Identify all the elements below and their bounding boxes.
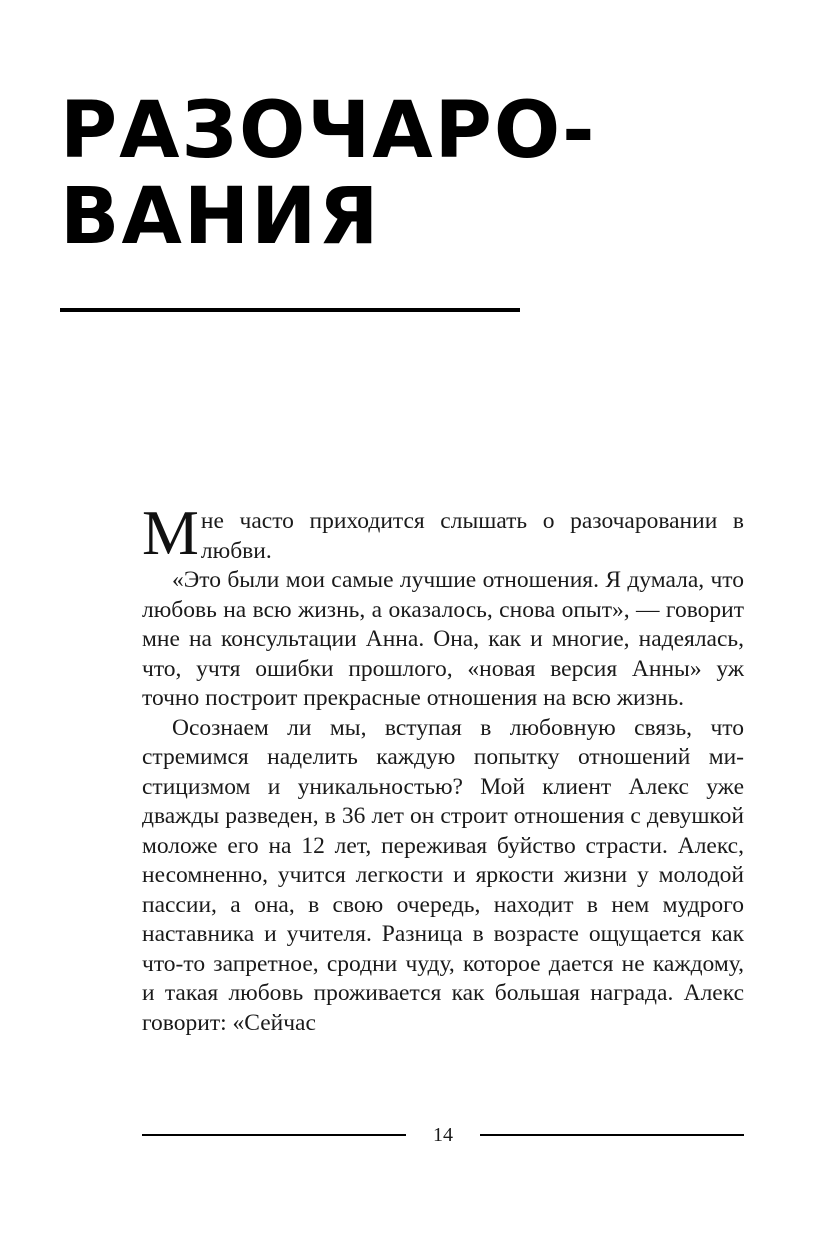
- body-text: [142, 497, 744, 1038]
- paragraph-1-text: не часто приходится слышать о разочаровании в любви.: [200, 508, 744, 564]
- footer-rule-left: [142, 1134, 406, 1136]
- chapter-title-line-1: РАЗОЧАРО-: [60, 86, 597, 176]
- paragraph-1: [142, 497, 744, 568]
- footer-rule-right: [480, 1134, 744, 1136]
- chapter-title-line-2: ВАНИЯ: [60, 172, 381, 262]
- drop-cap: М: [142, 497, 199, 568]
- page-number: 14: [433, 1124, 453, 1146]
- page-footer: [142, 1122, 744, 1148]
- title-underline-rule: [60, 308, 520, 312]
- paragraph-2: «Это были мои самые лучшие отношения. Я думала, что любовь на всю жизнь, а оказалось, снова опыт», — говорит мне на консультации Анна. Она, как и многие, надеялась, что, учтя ошибки прошлого, «новая версия Анны» уж точно построит прекрасные отношения на всю жизнь.: [142, 567, 744, 711]
- paragraph-3: Осознаем ли мы, вступая в любовную связь, что стремимся наделить каждую попытку отношений мистицизмом и уникальностью? Мой клиент Алекс уже дважды разведен, в 36 лет он строит отношения с девушкой моложе его на 12 лет, переживая буйство страсти. Алекс, несомненно, учится легкости и яркости жизни у молодой пассии, а она, в свою очередь, находит в нем мудрого наставника и учителя. Разница в возрасте ощущается как что-то запретное, сродни чуду, которое дается не каждому, и такая любовь проживается как большая награда. Алекс говорит: «Сейчас: [142, 714, 744, 1036]
- chapter-title: [60, 88, 597, 260]
